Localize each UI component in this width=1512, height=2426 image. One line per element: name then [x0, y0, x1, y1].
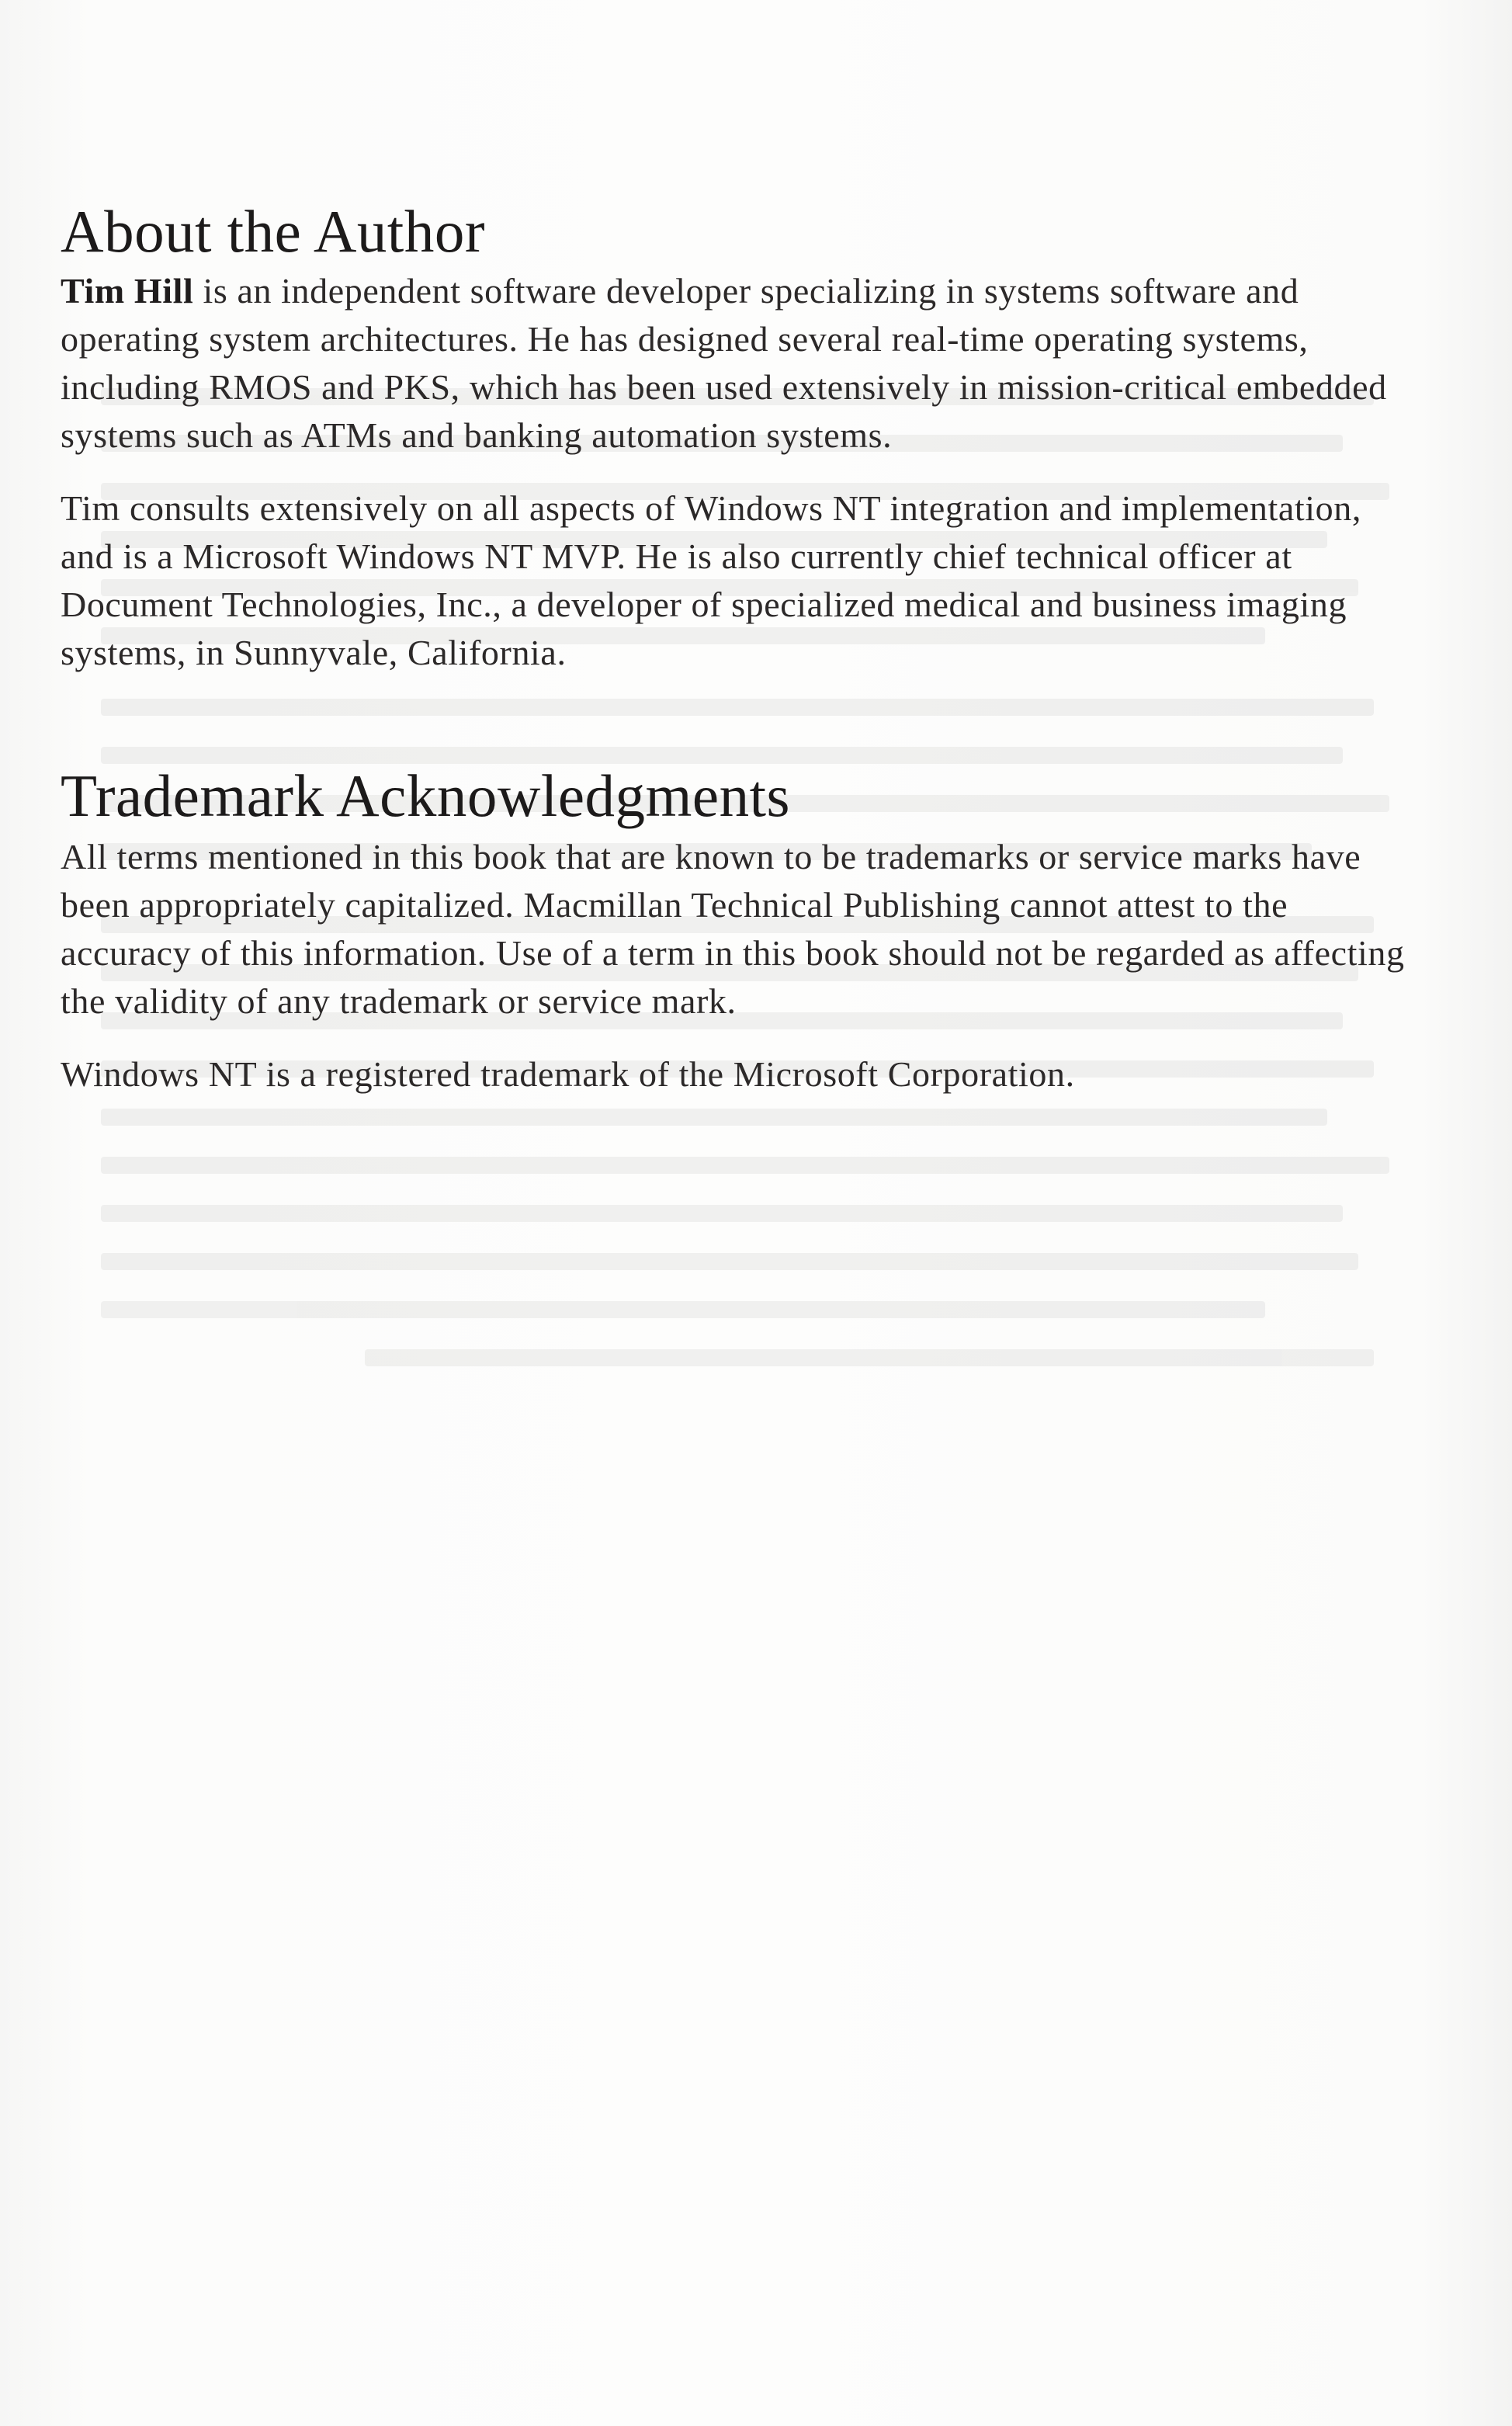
about-author-heading: About the Author: [61, 198, 485, 265]
author-role-paragraph: Tim consults extensively on all aspects of Windows NT integration and implementation, and is a Microsoft Windows NT MVP. He is also currently chief technical officer at Document Technologies, Inc., a developer of specialized medical and business imaging systems, in Sunnyvale, California.: [61, 488, 1361, 672]
author-name: Tim Hill: [61, 271, 194, 311]
author-bio-text: is an independent software developer specializing in systems software and operating system architectures. He has designed several real-time operating systems, including RMOS and PKS, which has been used extensively in mission-critical embedded systems such as ATMs and banking automation systems.: [61, 271, 1387, 455]
trademark-section: [61, 758, 1419, 1098]
windows-nt-trademark-paragraph: Windows NT is a registered trademark of the Microsoft Corporation.: [61, 1054, 1075, 1094]
author-bio-paragraph: [61, 267, 1419, 460]
page-content: [61, 194, 1419, 1098]
trademark-body: [61, 833, 1419, 1098]
trademark-heading: Trademark Acknowledgments: [61, 762, 790, 829]
about-author-body: [61, 267, 1419, 677]
trademark-notice-paragraph: All terms mentioned in this book that are known to be trademarks or service marks have been appropriately capitalized. Macmillan Technical Publishing cannot attest to the accuracy of this information. Use of a term in this book should not be regarded as affecting the validity of any trademark or service mark.: [61, 837, 1405, 1021]
about-author-section: [61, 194, 1419, 677]
